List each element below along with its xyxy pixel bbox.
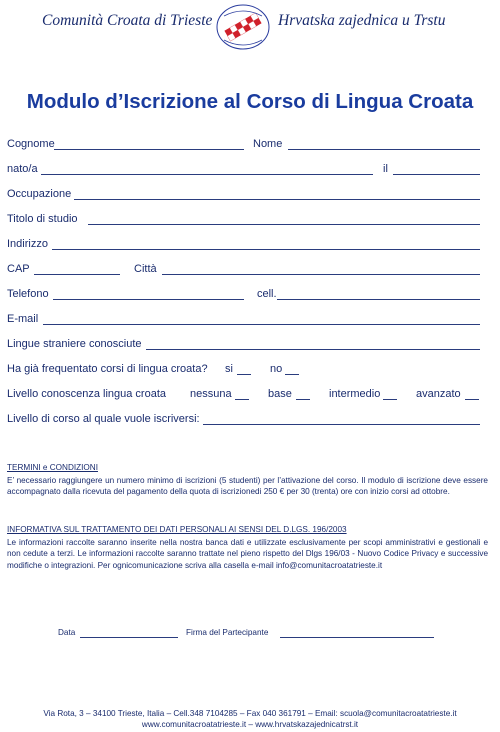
telefono-field[interactable]	[53, 299, 244, 300]
nato-label: nato/a	[7, 163, 38, 175]
data-nascita-field[interactable]	[393, 174, 480, 175]
firma-signature-field[interactable]	[280, 637, 434, 638]
nessuna-field[interactable]	[235, 399, 249, 400]
row-email	[7, 313, 482, 327]
citta-label: Città	[134, 263, 157, 275]
privacy-heading: INFORMATIVA SUL TRATTAMENTO DEI DATI PERSONALI AI SENSI DEL D.LGS. 196/2003	[7, 525, 347, 534]
nome-label: Nome	[253, 138, 283, 150]
row-livello-corso	[7, 413, 482, 427]
livello-label: Livello conoscenza lingua croata	[7, 388, 166, 400]
no-label: no	[270, 363, 283, 375]
row-cognome-nome	[7, 138, 482, 152]
data-signature-field[interactable]	[80, 637, 178, 638]
lingue-field[interactable]	[146, 349, 480, 350]
intermedio-field[interactable]	[383, 399, 397, 400]
il-label: il	[383, 163, 388, 175]
org-name-italian: Comunità Croata di Trieste	[42, 12, 213, 29]
email-label: E-mail	[7, 313, 39, 325]
nome-field[interactable]	[288, 149, 480, 150]
cap-label: CAP	[7, 263, 30, 275]
luogo-nascita-field[interactable]	[41, 174, 373, 175]
livello-corso-label: Livello di corso al quale vuole iscriversi:	[7, 413, 200, 425]
si-field[interactable]	[237, 374, 251, 375]
occupazione-label: Occupazione	[7, 188, 72, 200]
intermedio-label: intermedio	[329, 388, 381, 400]
terms-heading: TERMINI e CONDIZIONI	[7, 463, 98, 472]
cap-field[interactable]	[34, 274, 120, 275]
data-label: Data	[58, 628, 76, 637]
occupazione-field[interactable]	[74, 199, 480, 200]
indirizzo-label: Indirizzo	[7, 238, 48, 250]
frequentato-label: Ha già frequentato corsi di lingua croata?	[7, 363, 208, 375]
org-name-croatian: Hrvatska zajednica u Trstu	[278, 12, 446, 29]
cell-field[interactable]	[277, 299, 480, 300]
row-nato-il	[7, 163, 482, 177]
croatian-community-checkerboard-logo-icon	[212, 2, 274, 52]
row-lingue	[7, 338, 482, 352]
citta-field[interactable]	[162, 274, 480, 275]
email-field[interactable]	[43, 324, 480, 325]
row-frequentato	[7, 363, 482, 377]
no-field[interactable]	[285, 374, 299, 375]
nessuna-label: nessuna	[190, 388, 232, 400]
row-livello	[7, 388, 482, 402]
avanzato-label: avanzato	[416, 388, 461, 400]
row-telefono-cell	[7, 288, 482, 302]
row-occupazione	[7, 188, 482, 202]
row-titolo	[7, 213, 482, 227]
cell-label: cell.	[257, 288, 277, 300]
footer-websites: www.comunitacroatatrieste.it – www.hrvatskazajednicatrst.it	[141, 720, 359, 729]
avanzato-field[interactable]	[465, 399, 479, 400]
cognome-field[interactable]	[54, 149, 244, 150]
letterhead	[0, 0, 500, 60]
base-label: base	[268, 388, 292, 400]
footer-address: Via Rota, 3 – 34100 Trieste, Italia – Cell.348 7104285 – Fax 040 361791 – Email: scuola@comunitacroatatrieste.it	[43, 709, 457, 718]
terms-text: E’ necessario raggiungere un numero minimo di iscrizioni (5 studenti) per l’attivazione del corso. Il modulo di iscrizione deve essere accompagnato dalla ricevuta del pagamento della quota di iscrizionedi 250 € per 30 (trenta) ore con inizio corsi ad ottobre.	[7, 476, 488, 497]
livello-corso-field[interactable]	[203, 424, 480, 425]
form-title: Modulo d’Iscrizione al Corso di Lingua Croata	[26, 90, 474, 113]
telefono-label: Telefono	[7, 288, 49, 300]
titolo-field[interactable]	[88, 224, 480, 225]
firma-label: Firma del Partecipante	[186, 628, 269, 637]
base-field[interactable]	[296, 399, 310, 400]
privacy-text: Le informazioni raccolte saranno inserite nella nostra banca dati e utilizzate esclusivamente per scopi amministrativi e gestionali e non cedute a terzi. Le informazioni raccolte saranno trattate nel pieno rispetto del Dlgs 196/03 - Nuovo Codice Privacy e successive modifiche o integrazioni. Per ognicomunicazione scriva alla casella e-mail info@comunitacroatatrieste.it	[7, 538, 488, 570]
row-cap-citta	[7, 263, 482, 277]
indirizzo-field[interactable]	[52, 249, 480, 250]
cognome-label: Cognome	[7, 138, 55, 150]
si-label: si	[225, 363, 233, 375]
titolo-label: Titolo di studio	[7, 213, 78, 225]
row-indirizzo	[7, 238, 482, 252]
lingue-label: Lingue straniere conosciute	[7, 338, 142, 350]
